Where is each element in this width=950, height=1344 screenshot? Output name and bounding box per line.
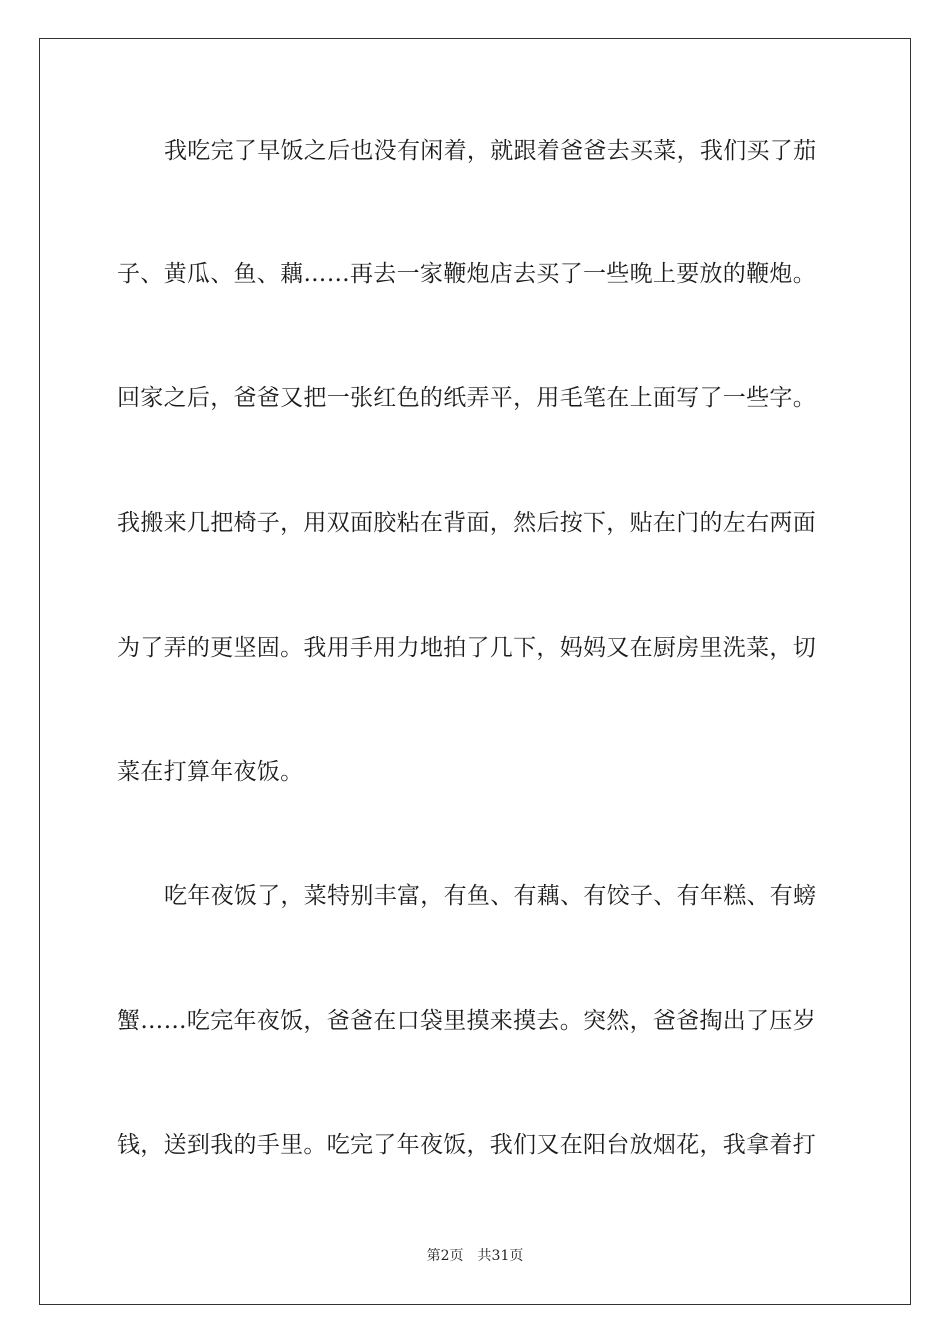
paragraph-line: 子、黄瓜、鱼、藕……再去一家鞭炮店去买了一些晚上要放的鞭炮。: [117, 261, 816, 287]
paragraph-line: 回家之后，爸爸又把一张红色的纸弄平，用毛笔在上面写了一些字。: [117, 385, 816, 411]
paragraph-line: 吃年夜饭了，菜特别丰富，有鱼、有藕、有饺子、有年糕、有螃: [164, 883, 817, 909]
paragraph-line: 我吃完了早饭之后也没有闲着，就跟着爸爸去买菜，我们买了茄: [164, 138, 817, 164]
paragraph-line: 菜在打算年夜饭。: [117, 759, 304, 785]
paragraph-line: 蟹……吃完年夜饭，爸爸在口袋里摸来摸去。突然，爸爸掏出了压岁: [117, 1008, 816, 1034]
paragraph-line: 我搬来几把椅子，用双面胶粘在背面，然后按下，贴在门的左右两面: [117, 510, 816, 536]
paragraph-line: 钱，送到我的手里。吃完了年夜饭，我们又在阳台放烟花，我拿着打: [117, 1132, 816, 1158]
page-total: 共31页: [477, 1248, 524, 1264]
page-footer: [0, 1247, 950, 1265]
page-number: 第2页: [426, 1248, 464, 1264]
paragraph-line: 为了弄的更坚固。我用手用力地拍了几下，妈妈又在厨房里洗菜，切: [117, 635, 816, 661]
page-border: [39, 38, 911, 1305]
